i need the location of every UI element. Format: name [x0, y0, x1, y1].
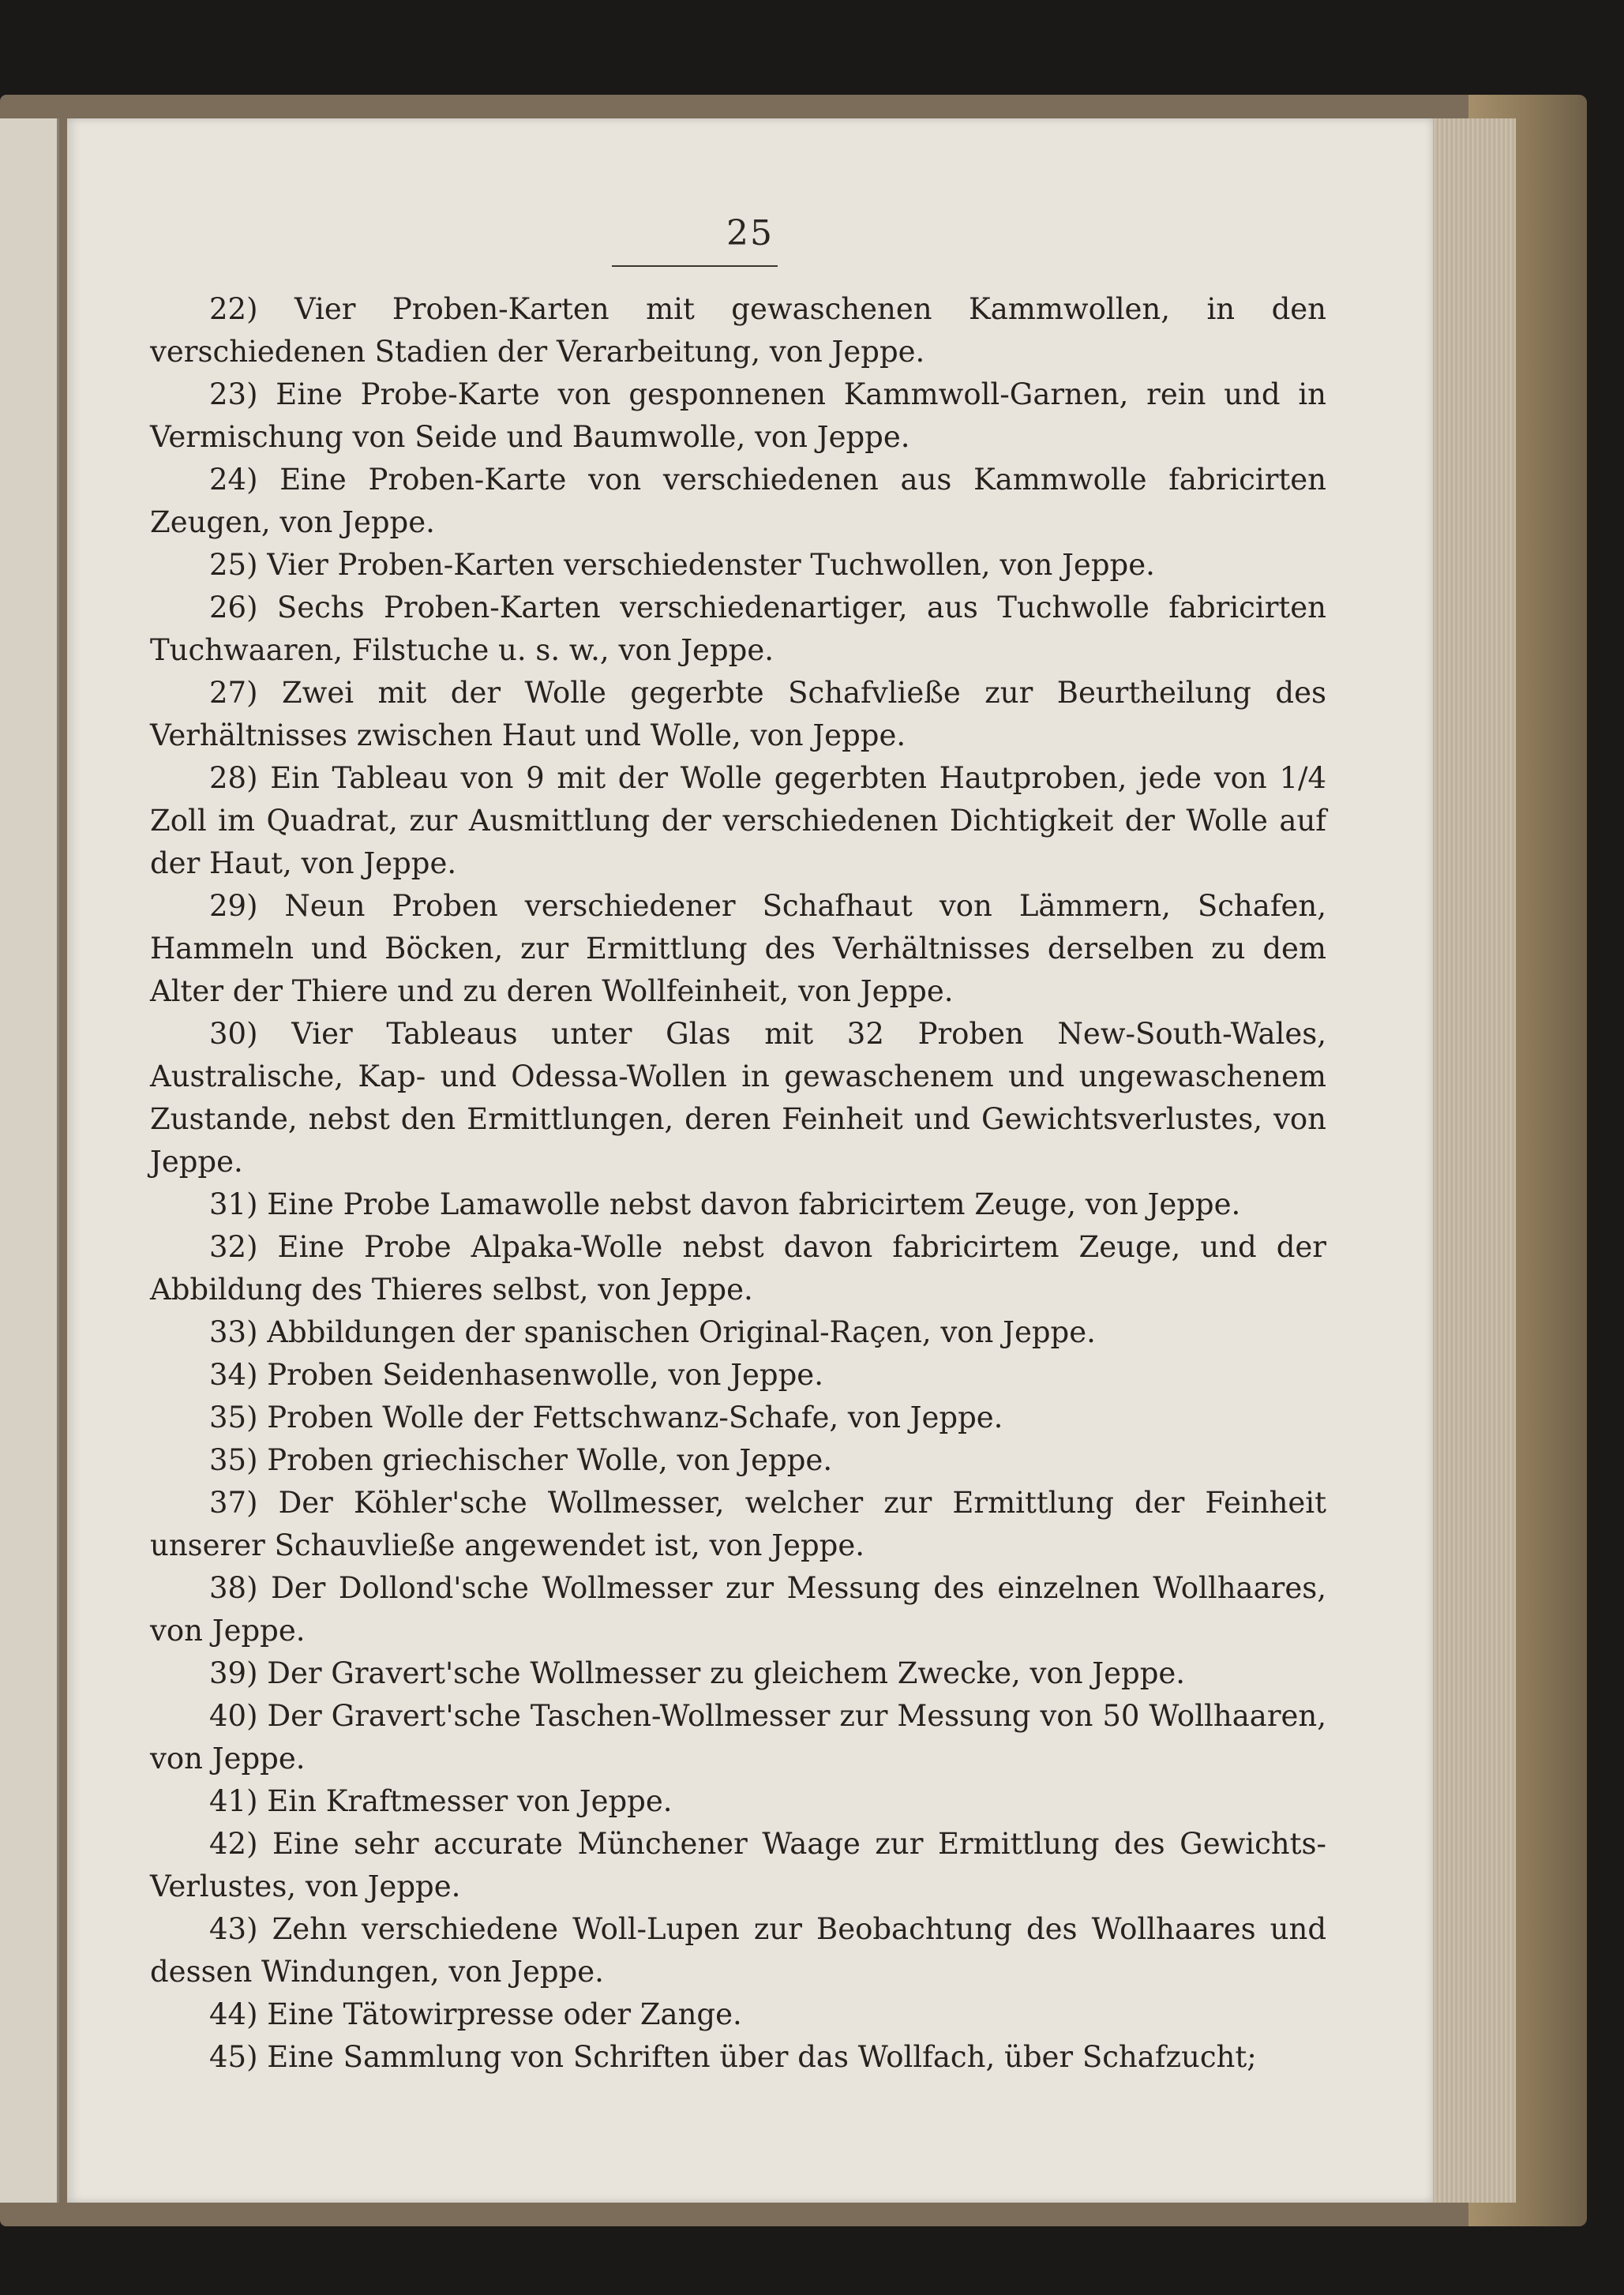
- list-entry-26: 26) Sechs Proben-Karten verschiedenartiger, aus Tuchwolle fabricirten Tuchwaaren, Filstuche u. s. w., von Jeppe.: [150, 591, 1326, 667]
- left-page-edge: [0, 118, 59, 2203]
- list-entry-29: 29) Neun Proben verschiedener Schafhaut von Lämmern, Schafen, Hammeln und Böcken, zur Ermittlung des Verhältnisses derselben zu dem Alter der Thiere und zu deren Wollfeinheit, von Jeppe.: [150, 889, 1326, 1008]
- list-entry-28: 28) Ein Tableau von 9 mit der Wolle gegerbten Hautproben, jede von 1/4 Zoll im Quadrat, zur Ausmittlung der verschiedenen Dichtigkeit der Wolle auf der Haut, von Jeppe.: [150, 761, 1326, 880]
- list-entry-42: 42) Eine sehr accurate Münchener Waage zur Ermittlung des Gewichts-Verlustes, von Jeppe.: [150, 1827, 1326, 1903]
- list-entry-41: 41) Ein Kraftmesser von Jeppe.: [209, 1784, 673, 1818]
- list-entry-37: 37) Der Köhler'sche Wollmesser, welcher zur Ermittlung der Feinheit unserer Schauvließe angewendet ist, von Jeppe.: [150, 1486, 1326, 1562]
- list-entry-39: 39) Der Gravert'sche Wollmesser zu gleichem Zwecke, von Jeppe.: [209, 1656, 1186, 1690]
- list-entry-35b: 35) Proben griechischer Wolle, von Jeppe.: [209, 1443, 833, 1477]
- list-entry-44: 44) Eine Tätowirpresse oder Zange.: [209, 1997, 742, 2031]
- list-entry-34: 34) Proben Seidenhasenwolle, von Jeppe.: [209, 1358, 823, 1392]
- list-entry-33: 33) Abbildungen der spanischen Original-Raçen, von Jeppe.: [209, 1315, 1096, 1349]
- list-entry-31: 31) Eine Probe Lamawolle nebst davon fabricirtem Zeuge, von Jeppe.: [209, 1187, 1241, 1221]
- page-edges: [1421, 118, 1516, 2203]
- list-entry-45: 45) Eine Sammlung von Schriften über das Wollfach, über Schafzucht;: [209, 2040, 1257, 2074]
- list-entry-27: 27) Zwei mit der Wolle gegerbte Schafvließe zur Beurtheilung des Verhältnisses zwischen Haut und Wolle, von Jeppe.: [150, 676, 1326, 752]
- list-entry-22: 22) Vier Proben-Karten mit gewaschenen Kammwollen, in den verschiedenen Stadien der Verarbeitung, von Jeppe.: [150, 292, 1326, 369]
- list-entry-24: 24) Eine Proben-Karte von verschiedenen aus Kammwolle fabricirten Zeugen, von Jeppe.: [150, 463, 1326, 539]
- list-entry-43: 43) Zehn verschiedene Woll-Lupen zur Beobachtung des Wollhaares und dessen Windungen, von Jeppe.: [150, 1912, 1326, 1989]
- book-page: [67, 118, 1433, 2203]
- list-entry-40: 40) Der Gravert'sche Taschen-Wollmesser zur Messung von 50 Wollhaaren, von Jeppe.: [150, 1699, 1326, 1776]
- page-text: [150, 288, 1326, 2079]
- list-entry-32: 32) Eine Probe Alpaka-Wolle nebst davon fabricirtem Zeuge, und der Abbildung des Thieres selbst, von Jeppe.: [150, 1230, 1326, 1307]
- list-entry-25: 25) Vier Proben-Karten verschiedenster Tuchwollen, von Jeppe.: [209, 548, 1155, 582]
- list-entry-35a: 35) Proben Wolle der Fettschwanz-Schafe, von Jeppe.: [209, 1401, 1003, 1434]
- page-number: 25: [726, 213, 774, 253]
- header-rule: [612, 265, 778, 267]
- list-entry-23: 23) Eine Probe-Karte von gesponnenen Kammwoll-Garnen, rein und in Vermischung von Seide und Baumwolle, von Jeppe.: [150, 377, 1326, 454]
- list-entry-38: 38) Der Dollond'sche Wollmesser zur Messung des einzelnen Wollhaares, von Jeppe.: [150, 1571, 1326, 1648]
- list-entry-30: 30) Vier Tableaus unter Glas mit 32 Proben New-South-Wales, Australische, Kap- und Odessa-Wollen in gewaschenem und ungewaschenem Zustande, nebst den Ermittlungen, deren Feinheit und Gewichtsverlustes, von Jeppe.: [150, 1017, 1326, 1179]
